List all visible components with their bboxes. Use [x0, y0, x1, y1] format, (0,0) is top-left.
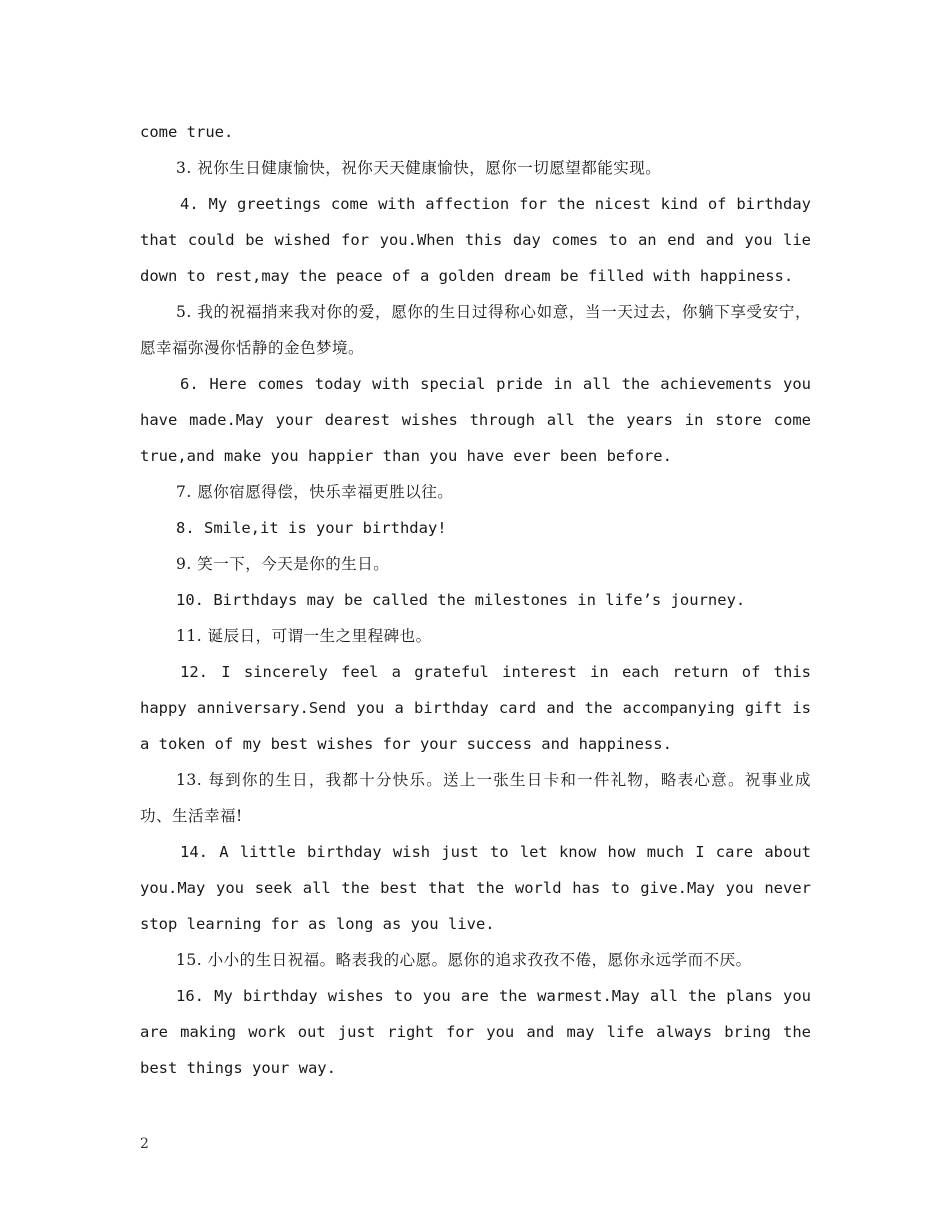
page-number: 2	[140, 1136, 149, 1152]
paragraph-9: 10. Birthdays may be called the milestones in life’s journey.	[176, 591, 746, 609]
paragraph-15: 16. My birthday wishes to you are the warmest.May all the plans you are making work out just right for you and may life always bring the best things your way.	[140, 987, 811, 1077]
paragraph-13: 14. A little birthday wish just to let know how much I care about you.May you seek all the best that the world has to give.May you never stop learning for as long as you live.	[140, 843, 811, 933]
paragraph-12: 13. 每到你的生日，我都十分快乐。送上一张生日卡和一件礼物，略表心意。祝事业成功、生活幸福!	[140, 771, 811, 825]
paragraph-7: 8. Smile,it is your birthday!	[176, 519, 447, 537]
paragraph-8: 9. 笑一下，今天是你的生日。	[176, 555, 390, 573]
paragraph-6: 7. 愿你宿愿得偿，快乐幸福更胜以往。	[176, 483, 454, 501]
paragraph-1: come true.	[140, 123, 234, 141]
paragraph-14: 15. 小小的生日祝福。略表我的心愿。愿你的追求孜孜不倦，愿你永远学而不厌。	[176, 951, 752, 969]
paragraph-11: 12. I sincerely feel a grateful interest in each return of this happy anniversary.Send you a birthday card and the accompanying gift is a token of my best wishes for your success and happiness.	[140, 663, 811, 753]
paragraph-3: 4. My greetings come with affection for the nicest kind of birthday that could be wished for you.When this day comes to an end and you lie down to rest,may the peace of a golden dream be filled with happiness.	[140, 195, 811, 285]
paragraph-5: 6. Here comes today with special pride in all the achievements you have made.May your dearest wishes through all the years in store come true,and make you happier than you have ever been before.	[140, 375, 811, 465]
paragraph-2: 3. 祝你生日健康愉快，祝你天天健康愉快，愿你一切愿望都能实现。	[176, 159, 662, 177]
paragraph-10: 11. 诞辰日，可谓一生之里程碑也。	[176, 627, 432, 645]
document-body	[140, 114, 811, 1086]
paragraph-4: 5. 我的祝福捎来我对你的爱，愿你的生日过得称心如意，当一天过去，你躺下享受安宁，愿幸福弥漫你恬静的金色梦境。	[140, 303, 811, 357]
